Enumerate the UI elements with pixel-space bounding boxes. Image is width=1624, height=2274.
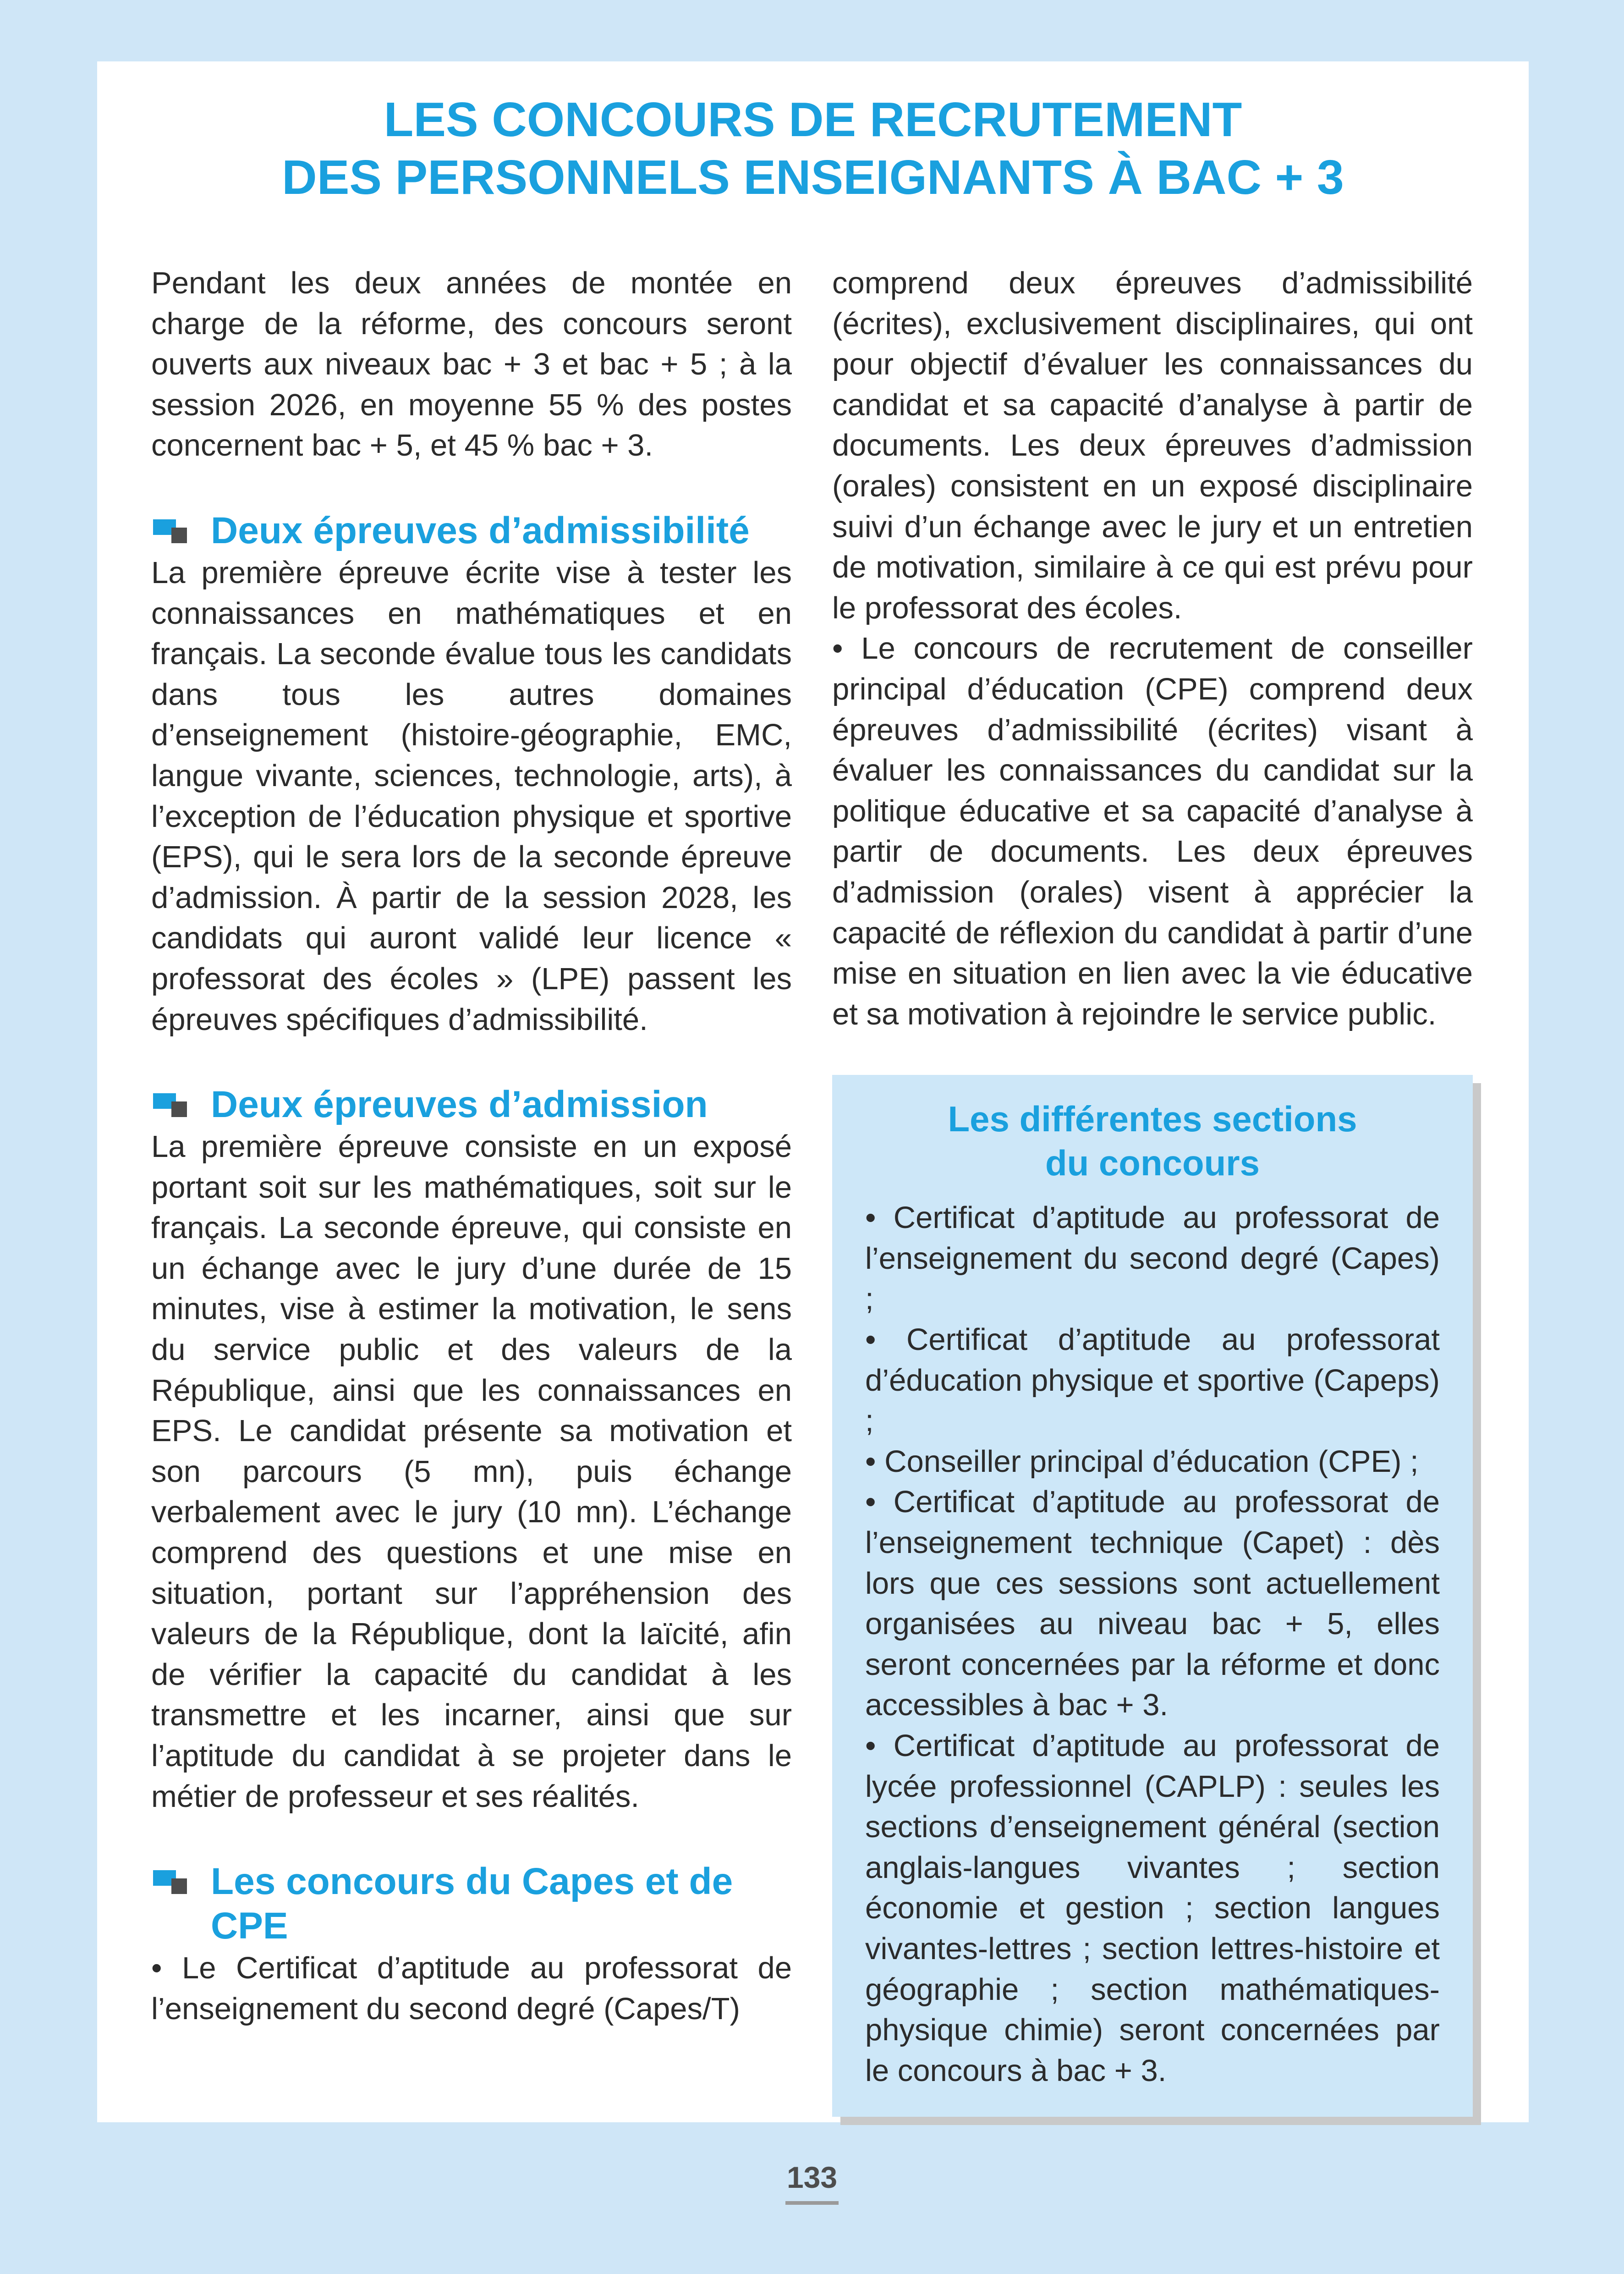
page-sheet [97, 61, 1529, 2122]
right-column [832, 263, 1473, 2117]
intro-paragraph: Pendant les deux années de montée en charge de la réforme, des concours seront ouverts aux niveaux bac + 3 et bac + 5 ; à la session 2026, en moyenne 55 % des postes concernent bac + 5, et 45 % bac + 3. [151, 266, 792, 463]
section-bullet-icon [153, 1870, 188, 1894]
box-item: • Certificat d’aptitude au professorat de l’enseignement du second degré (Capes) ; [865, 1200, 1440, 1316]
box-item: • Certificat d’aptitude au professorat de l’enseignement technique (Capet) : dès lors que ces sessions sont actuellement organisées au niveau bac + 5, elles seront concernées par la réforme et donc accessibles à bac + 3. [865, 1485, 1440, 1723]
section-bullet-icon [153, 1093, 188, 1117]
section-heading-admissibilite: Deux épreuves d’admissibilité [151, 508, 792, 553]
capes-bullet-start: • Le Certificat d’aptitude au professorat de l’enseignement du second degré (Capes/T) [151, 1951, 792, 2026]
sections-info-box [832, 1075, 1473, 2117]
left-column [151, 263, 792, 2029]
page-number-underline [785, 2201, 839, 2205]
capes-bullet-continued: comprend deux épreuves d’admissibilité (écrites), exclusivement disciplinaires, qui ont pour objectif d’évaluer les connaissances du candidat et sa capacité d’analyse à partir de documents. Les deux épreuves d’admission (orales) consistent en un exposé disciplinaire suivi d’un échange avec le jury et un entretien de motivation, similaire à ce qui est prévu pour le professorat des écoles. [832, 266, 1473, 625]
admission-paragraph: La première épreuve consiste en un exposé portant soit sur les mathématiques, soit sur le français. La seconde épreuve, qui consiste en un échange avec le jury d’une durée de 15 minutes, vise à estimer la motivation, le sens du service public et des valeurs de la République, ainsi que les connaissances en EPS. Le candidat présente sa motivation et son parcours (5 mn), puis échange verbalement avec le jury (10 mn). L’échange comprend des questions et une mise en situation, portant sur l’appréhension des valeurs de la République, dont la laïcité, afin de vérifier la capacité du candidat à les transmettre et les incarner, ainsi que sur l’aptitude du candidat à se projeter dans le métier de professeur et ses réalités. [151, 1129, 792, 1814]
section-heading-capes-cpe: Les concours du Capes et de CPE [151, 1859, 792, 1948]
box-item: • Certificat d’aptitude au professorat d’éducation physique et sportive (Capeps) ; [865, 1322, 1440, 1438]
box-title: Les différentes sections du concours [948, 1099, 1357, 1184]
page-title [97, 91, 1529, 206]
box-item: • Conseiller principal d’éducation (CPE) ; [865, 1444, 1419, 1479]
title-line-2: DES PERSONNELS ENSEIGNANTS À BAC + 3 [282, 150, 1344, 204]
page-number: 133 [786, 2160, 838, 2194]
admissibilite-paragraph: La première épreuve écrite vise à tester les connaissances en mathématiques et en français. La seconde évalue tous les candidats dans tous les autres domaines d’enseignement (histoire-géographie, EMC, langue vivante, sciences, technologie, arts), à l’exception de l’éducation physique et sportive (EPS), qui le sera lors de la seconde épreuve d’admission. À partir de la session 2028, les candidats qui auront validé leur licence « professorat des écoles » (LPE) passent les épreuves spécifiques d’admissibilité. [151, 555, 792, 1037]
section-heading-admission: Deux épreuves d’admission [151, 1082, 792, 1127]
cpe-bullet: • Le concours de recrutement de conseiller principal d’éducation (CPE) comprend deux épreuves d’admissibilité (écrites) visant à évaluer les connaissances du candidat sur la politique éducative et sa capacité d’analyse à partir de documents. Les deux épreuves d’admission (orales) visent à apprécier la capacité de réflexion du candidat à partir d’une mise en situation en lien avec la vie éducative et sa motivation à rejoindre le service public. [832, 631, 1473, 1031]
title-line-1: LES CONCOURS DE RECRUTEMENT [384, 93, 1242, 147]
box-item: • Certificat d’aptitude au professorat de lycée professionnel (CAPLP) : seules les sections d’enseignement général (section anglais-langues vivantes ; section économie et gestion ; section langues vivantes-lettres ; section lettres-histoire et géographie ; section mathématiques-physique chimie) seront concernées par le concours à bac + 3. [865, 1729, 1440, 2088]
section-bullet-icon [153, 519, 188, 543]
